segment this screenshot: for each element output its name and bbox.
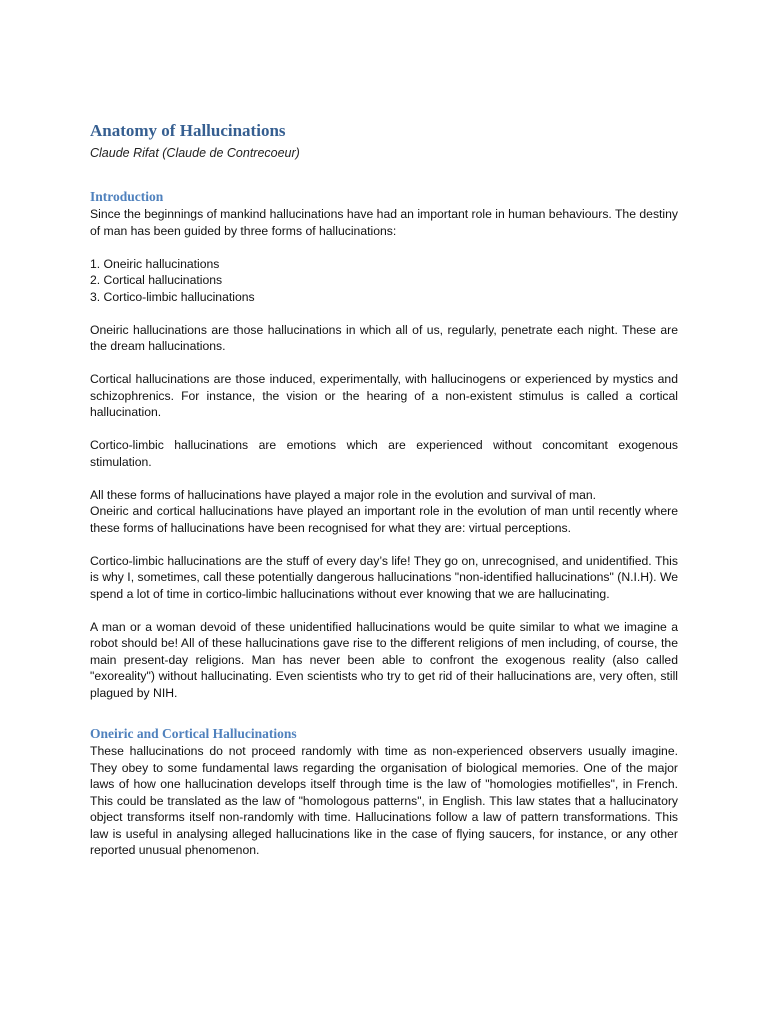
document-title: Anatomy of Hallucinations [90,121,286,140]
section-introduction [90,188,678,701]
paragraph: All these forms of hallucinations have played a major role in the evolution and survival of man. [90,487,597,502]
paragraph: Cortico-limbic hallucinations are the stuff of every day’s life! They go on, unrecognised, and unidentified. This is why I, sometimes, call these potentially dangerous hallucinations "non-identified hallucinations" (N.I.H). We spend a lot of time in cortico-limbic hallucinations without ever knowing that we are hallucinating. [90,553,678,601]
section-oneiric-cortical [90,725,678,859]
paragraph: A man or a woman devoid of these unidentified hallucinations would be quite similar to what we imagine a robot should be! All of these hallucinations gave rise to the different religions of men including, of course, the main present-day religions. Man has never been able to confront the exogenous reality (also called "exoreality") without hallucinating. Even scientists who try to get rid of their hallucinations are, very often, still plagued by NIH. [90,619,678,700]
paragraph: Cortical hallucinations are those induced, experimentally, with hallucinogens or experienced by mystics and schizophrenics. For instance, the vision or the hearing of a non-existent stimulus is called a cortical hallucination. [90,372,678,419]
hallucination-types-list [90,256,678,306]
paragraph: Cortico-limbic hallucinations are emotions which are experienced without concomitant exogenous stimulation. [90,438,678,469]
paragraph: Oneiric hallucinations are those hallucinations in which all of us, regularly, penetrate each night. These are the dream hallucinations. [90,322,678,353]
paragraph: These hallucinations do not proceed randomly with time as non-experienced observers usually imagine. They obey to some fundamental laws regarding the organisation of biological memories. One of the major laws of how one hallucination develops itself through time is the law of "homologies motifielles", in French. This could be translated as the law of "homologous patterns", in English. This law states that a hallucinatory object transforms itself non-randomly with time. Hallucinations follow a law of pattern transformations. This law is useful in analysing alleged hallucinations like in the case of flying saucers, for instance, or any other reported unusual phenomenon. [90,744,678,857]
section-heading: Introduction [90,189,164,204]
list-item: 1. Oneiric hallucinations [90,256,220,271]
list-item: 2. Cortical hallucinations [90,273,223,287]
paragraph: Since the beginnings of mankind hallucinations have had an important role in human behaviours. The destiny of man has been guided by three forms of hallucinations: [90,207,678,238]
list-item: 3. Cortico-limbic hallucinations [90,289,255,304]
section-heading: Oneiric and Cortical Hallucinations [90,726,297,741]
paragraph: Oneiric and cortical hallucinations have played an important role in the evolution of man until recently where these forms of hallucinations have been recognised for what they are: virtual perceptions. [90,504,678,535]
document-author: Claude Rifat (Claude de Contrecoeur) [90,146,300,160]
